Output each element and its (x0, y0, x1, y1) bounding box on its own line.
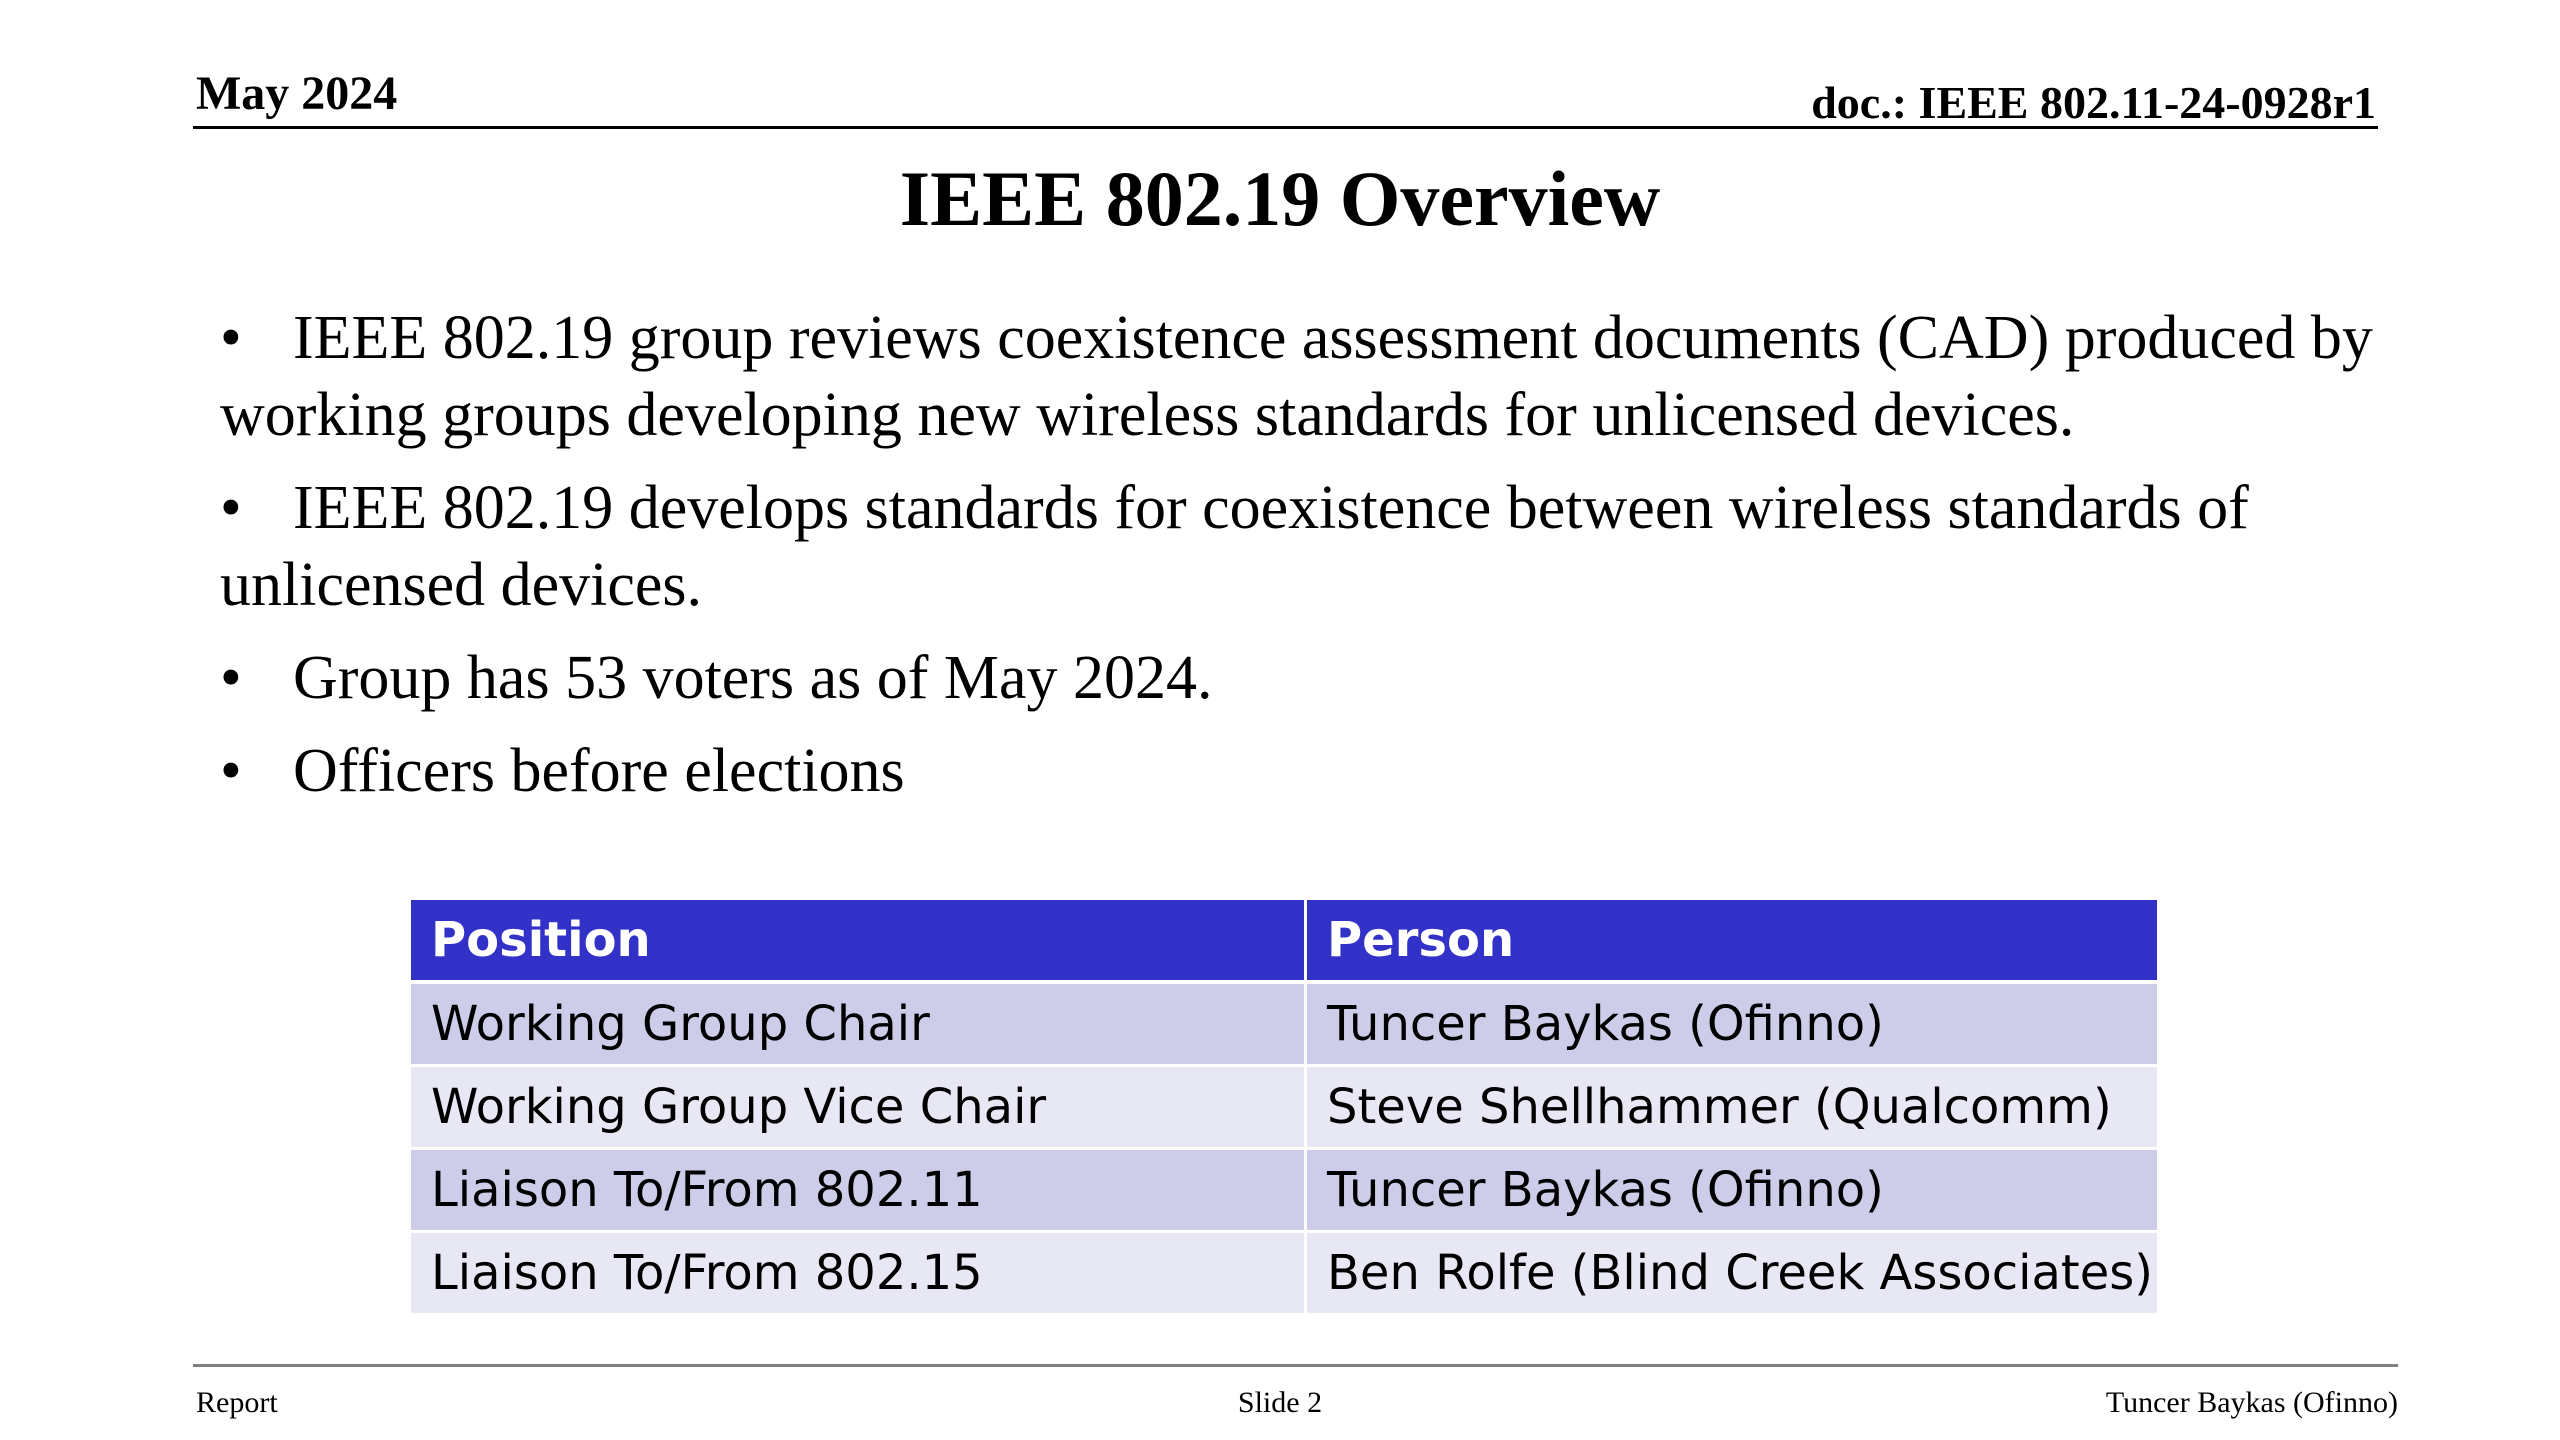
bullet-text: IEEE 802.19 develops standards for coexistence between wireless standards of unlicensed devices. (220, 474, 2249, 619)
bullet-item (220, 733, 2400, 810)
bullet-marker: • (220, 644, 242, 712)
column-header-person: Person (1306, 900, 2158, 982)
header-date: May 2024 (196, 67, 398, 120)
table-row (411, 1149, 2157, 1232)
footer-divider (193, 1364, 2398, 1367)
bullet-list (220, 300, 2400, 826)
footer-left-label: Report (196, 1386, 278, 1419)
bullet-text: IEEE 802.19 group reviews coexistence assessment documents (CAD) produced by working groups developing new wireless standards for unlicensed devices. (220, 304, 2373, 449)
bullet-marker: • (220, 737, 242, 805)
table-row (411, 982, 2157, 1066)
table-header-row (411, 900, 2157, 982)
footer-author: Tuncer Baykas (Ofinno) (2105, 1386, 2398, 1419)
officers-table (411, 900, 2157, 1316)
cell-position: Working Group Vice Chair (411, 1066, 1306, 1149)
header-divider (193, 126, 2378, 129)
column-header-position: Position (411, 900, 1306, 982)
bullet-item (220, 300, 2400, 454)
slide-number: Slide 2 (1237, 1386, 1323, 1419)
cell-position: Liaison To/From 802.15 (411, 1232, 1306, 1315)
table-row (411, 1232, 2157, 1315)
table-row (411, 1066, 2157, 1149)
bullet-text: Group has 53 voters as of May 2024. (293, 644, 1213, 712)
cell-person: Tuncer Baykas (Ofinno) (1306, 1149, 2158, 1232)
cell-position: Working Group Chair (411, 982, 1306, 1066)
cell-person: Tuncer Baykas (Ofinno) (1306, 982, 2158, 1066)
slide-title: IEEE 802.19 Overview (899, 155, 1661, 242)
bullet-item (220, 470, 2400, 624)
cell-person: Ben Rolfe (Blind Creek Associates) (1306, 1232, 2158, 1315)
bullet-item (220, 640, 2400, 717)
cell-person: Steve Shellhammer (Qualcomm) (1306, 1066, 2158, 1149)
bullet-marker: • (220, 304, 242, 372)
bullet-text: Officers before elections (293, 737, 905, 805)
header-doc-id: doc.: IEEE 802.11-24-0928r1 (1811, 77, 2376, 128)
cell-position: Liaison To/From 802.11 (411, 1149, 1306, 1232)
bullet-marker: • (220, 474, 242, 542)
